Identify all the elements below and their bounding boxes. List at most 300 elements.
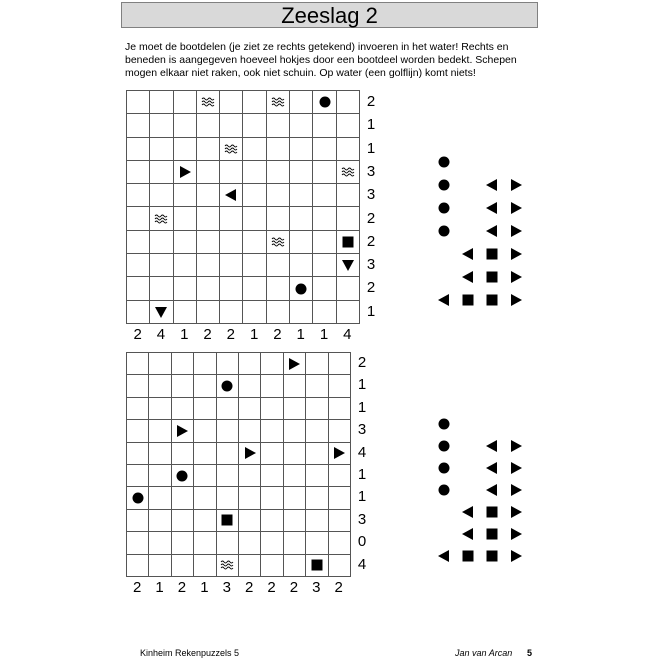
- fleet-ship-row: [432, 527, 528, 541]
- grid-cell[interactable]: [238, 375, 260, 397]
- grid-cell[interactable]: [306, 375, 328, 397]
- grid-cell[interactable]: [266, 137, 289, 160]
- grid-cell[interactable]: [220, 137, 243, 160]
- triangle-right-icon: [509, 505, 523, 519]
- triangle-right-icon: [509, 270, 523, 284]
- grid-cell[interactable]: [336, 91, 359, 114]
- column-clue: 2: [273, 326, 282, 343]
- column-clue: 1: [296, 326, 305, 343]
- grid-cell[interactable]: [173, 277, 196, 300]
- column-clue: 4: [156, 326, 166, 343]
- grid-cell[interactable]: [173, 160, 196, 183]
- triangle-right-icon: [509, 178, 523, 192]
- triangle-right-icon: [509, 461, 523, 475]
- grid-cell[interactable]: [216, 509, 238, 531]
- square-icon: [485, 527, 499, 541]
- water-wave-icon: [154, 212, 168, 226]
- grid-cell[interactable]: [243, 277, 266, 300]
- grid-cell[interactable]: [328, 375, 350, 397]
- grid-cell[interactable]: [194, 375, 216, 397]
- grid-cell[interactable]: [149, 509, 171, 531]
- grid-cell[interactable]: [216, 442, 238, 464]
- column-clue: 2: [289, 579, 299, 596]
- grid-cell[interactable]: [261, 509, 283, 531]
- triangle-right-icon: [509, 483, 523, 497]
- grid-cell[interactable]: [150, 137, 173, 160]
- grid-cell[interactable]: [194, 487, 216, 509]
- grid-cell[interactable]: [261, 554, 283, 576]
- grid-cell[interactable]: [313, 114, 336, 137]
- square-icon: [485, 270, 499, 284]
- grid-cell[interactable]: [149, 353, 171, 375]
- circle-icon: [294, 282, 308, 296]
- grid-cell[interactable]: [171, 442, 193, 464]
- grid-cell[interactable]: [336, 114, 359, 137]
- circle-icon: [131, 491, 145, 505]
- grid-cell[interactable]: [127, 91, 150, 114]
- grid-cell[interactable]: [313, 137, 336, 160]
- row-clue: 2: [366, 232, 376, 250]
- grid-cell[interactable]: [306, 353, 328, 375]
- grid-cell[interactable]: [238, 554, 260, 576]
- grid-cell[interactable]: [283, 375, 305, 397]
- fleet-ship-row: [432, 461, 528, 475]
- grid-cell[interactable]: [216, 464, 238, 486]
- circle-icon: [175, 469, 189, 483]
- grid-cell[interactable]: [328, 353, 350, 375]
- grid-cell[interactable]: [196, 184, 219, 207]
- row-clue: 3: [366, 186, 376, 204]
- column-clue: 1: [180, 326, 189, 343]
- grid-cell[interactable]: [127, 160, 150, 183]
- triangle-left-icon: [485, 483, 499, 497]
- grid-cell[interactable]: [238, 509, 260, 531]
- column-clue: 1: [200, 579, 209, 596]
- grid-cell[interactable]: [150, 254, 173, 277]
- circle-icon: [437, 417, 451, 431]
- grid-cell[interactable]: [150, 277, 173, 300]
- grid-cell[interactable]: [261, 532, 283, 554]
- triangle-right-icon: [509, 201, 523, 215]
- grid-cell[interactable]: [290, 300, 313, 323]
- grid-cell[interactable]: [283, 397, 305, 419]
- square-icon: [341, 235, 355, 249]
- grid-cell[interactable]: [306, 420, 328, 442]
- grid-cell[interactable]: [306, 554, 328, 576]
- square-icon: [461, 549, 475, 563]
- footer-left: Kinheim Rekenpuzzels 5: [140, 648, 240, 658]
- grid-cell[interactable]: [328, 420, 350, 442]
- triangle-down-icon: [154, 305, 168, 319]
- triangle-left-icon: [461, 247, 475, 261]
- triangle-right-icon: [509, 439, 523, 453]
- row-clue: 0: [357, 533, 367, 551]
- triangle-left-icon: [461, 505, 475, 519]
- water-wave-icon: [341, 165, 355, 179]
- grid-cell[interactable]: [149, 420, 171, 442]
- grid-cell[interactable]: [171, 375, 193, 397]
- fleet-ship-row: [432, 178, 528, 192]
- grid-cell[interactable]: [261, 375, 283, 397]
- water-wave-icon: [220, 558, 234, 572]
- row-clue: 4: [357, 555, 367, 573]
- battleship-grid: [126, 352, 351, 577]
- grid-cell[interactable]: [173, 114, 196, 137]
- grid-cell[interactable]: [243, 207, 266, 230]
- row-clue: 4: [357, 443, 367, 461]
- footer-page-number: 5: [527, 648, 533, 658]
- row-clue: 2: [357, 354, 367, 371]
- grid-cell[interactable]: [173, 137, 196, 160]
- square-icon: [220, 513, 234, 527]
- grid-cell[interactable]: [196, 137, 219, 160]
- grid-cell[interactable]: [196, 300, 219, 323]
- grid-cell[interactable]: [196, 254, 219, 277]
- grid-cell[interactable]: [283, 509, 305, 531]
- triangle-left-icon: [485, 178, 499, 192]
- grid-cell[interactable]: [127, 509, 149, 531]
- grid-cell[interactable]: [261, 442, 283, 464]
- grid-cell[interactable]: [261, 420, 283, 442]
- grid-cell[interactable]: [127, 554, 149, 576]
- grid-cell[interactable]: [283, 487, 305, 509]
- grid-cell[interactable]: [328, 532, 350, 554]
- grid-cell[interactable]: [266, 184, 289, 207]
- grid-cell[interactable]: [336, 160, 359, 183]
- grid-cell[interactable]: [149, 375, 171, 397]
- grid-cell[interactable]: [266, 300, 289, 323]
- column-clue: 1: [319, 326, 329, 343]
- grid-cell[interactable]: [150, 160, 173, 183]
- grid-cell[interactable]: [127, 300, 150, 323]
- grid-cell[interactable]: [196, 91, 219, 114]
- grid-cell[interactable]: [127, 375, 149, 397]
- square-icon: [485, 247, 499, 261]
- grid-cell[interactable]: [196, 230, 219, 253]
- grid-cell[interactable]: [306, 532, 328, 554]
- grid-cell[interactable]: [243, 254, 266, 277]
- grid-cell[interactable]: [313, 184, 336, 207]
- grid-cell[interactable]: [220, 277, 243, 300]
- grid-cell[interactable]: [173, 207, 196, 230]
- triangle-left-icon: [461, 527, 475, 541]
- grid-cell[interactable]: [173, 91, 196, 114]
- row-clue: 3: [357, 421, 367, 439]
- grid-cell[interactable]: [290, 277, 313, 300]
- triangle-right-icon: [509, 247, 523, 261]
- grid-cell[interactable]: [149, 442, 171, 464]
- circle-icon: [437, 439, 451, 453]
- row-clue: 3: [366, 162, 376, 180]
- triangle-right-icon: [243, 446, 257, 460]
- grid-cell[interactable]: [283, 532, 305, 554]
- column-clue: 2: [133, 579, 142, 596]
- grid-cell[interactable]: [149, 532, 171, 554]
- grid-cell[interactable]: [196, 277, 219, 300]
- grid-cell[interactable]: [171, 420, 193, 442]
- grid-cell[interactable]: [171, 487, 193, 509]
- grid-cell[interactable]: [313, 91, 336, 114]
- grid-cell[interactable]: [149, 464, 171, 486]
- grid-cell[interactable]: [306, 442, 328, 464]
- grid-cell[interactable]: [238, 464, 260, 486]
- fleet-ship-row: [432, 293, 528, 307]
- grid-cell[interactable]: [290, 207, 313, 230]
- circle-icon: [437, 201, 451, 215]
- row-clue: 3: [366, 256, 376, 274]
- row-clue: 2: [366, 279, 376, 297]
- grid-cell[interactable]: [194, 442, 216, 464]
- grid-cell[interactable]: [336, 137, 359, 160]
- circle-icon: [437, 483, 451, 497]
- grid-cell[interactable]: [290, 230, 313, 253]
- grid-cell[interactable]: [328, 509, 350, 531]
- grid-cell[interactable]: [220, 160, 243, 183]
- grid-cell[interactable]: [171, 532, 193, 554]
- grid-cell[interactable]: [194, 420, 216, 442]
- grid-cell[interactable]: [171, 464, 193, 486]
- column-clue: 2: [177, 579, 187, 596]
- grid-cell[interactable]: [283, 442, 305, 464]
- grid-cell[interactable]: [127, 230, 150, 253]
- triangle-right-icon: [509, 527, 523, 541]
- column-clue: 1: [249, 326, 259, 343]
- grid-cell[interactable]: [194, 532, 216, 554]
- grid-cell[interactable]: [328, 487, 350, 509]
- triangle-right-icon: [509, 224, 523, 238]
- grid-cell[interactable]: [194, 509, 216, 531]
- triangle-left-icon: [437, 293, 451, 307]
- square-icon: [485, 293, 499, 307]
- grid-cell[interactable]: [127, 420, 149, 442]
- grid-cell[interactable]: [266, 114, 289, 137]
- column-clue: 2: [267, 579, 276, 596]
- grid-cell[interactable]: [150, 300, 173, 323]
- grid-cell[interactable]: [243, 91, 266, 114]
- grid-cell[interactable]: [261, 487, 283, 509]
- column-clue: 1: [155, 579, 164, 596]
- fleet-ship-row: [432, 201, 528, 215]
- grid-cell[interactable]: [238, 420, 260, 442]
- grid-cell[interactable]: [220, 230, 243, 253]
- water-wave-icon: [271, 95, 285, 109]
- grid-cell[interactable]: [306, 487, 328, 509]
- grid-cell[interactable]: [127, 277, 150, 300]
- column-clues: [126, 579, 350, 596]
- grid-cell[interactable]: [173, 300, 196, 323]
- row-clue: 1: [366, 116, 376, 134]
- grid-cell[interactable]: [220, 91, 243, 114]
- water-wave-icon: [201, 95, 215, 109]
- grid-cell[interactable]: [336, 184, 359, 207]
- column-clue: 2: [203, 326, 212, 343]
- circle-icon: [318, 95, 332, 109]
- grid-cell[interactable]: [313, 160, 336, 183]
- grid-cell[interactable]: [283, 464, 305, 486]
- grid-cell[interactable]: [243, 230, 266, 253]
- grid-cell[interactable]: [220, 207, 243, 230]
- grid-cell[interactable]: [173, 230, 196, 253]
- grid-cell[interactable]: [328, 397, 350, 419]
- grid-cell[interactable]: [216, 420, 238, 442]
- triangle-right-icon: [287, 357, 301, 371]
- triangle-left-icon: [437, 549, 451, 563]
- grid-cell[interactable]: [127, 532, 149, 554]
- grid-cell[interactable]: [336, 277, 359, 300]
- grid-cell[interactable]: [283, 554, 305, 576]
- grid-cell[interactable]: [150, 91, 173, 114]
- grid-cell[interactable]: [220, 114, 243, 137]
- grid-cell[interactable]: [194, 464, 216, 486]
- grid-cell[interactable]: [313, 230, 336, 253]
- grid-cell[interactable]: [127, 397, 149, 419]
- grid-cell[interactable]: [150, 114, 173, 137]
- fleet-ship-row: [432, 439, 528, 453]
- fleet-ship-row: [432, 417, 456, 431]
- fleet-ship-row: [432, 247, 528, 261]
- column-clue: 2: [244, 579, 254, 596]
- triangle-left-icon: [485, 201, 499, 215]
- grid-cell[interactable]: [266, 254, 289, 277]
- grid-cell[interactable]: [306, 397, 328, 419]
- grid-cell[interactable]: [238, 532, 260, 554]
- grid-cell[interactable]: [127, 137, 150, 160]
- triangle-down-icon: [341, 258, 355, 272]
- grid-cell[interactable]: [336, 254, 359, 277]
- instructions-text: Je moet de bootdelen (je ziet ze rechts getekend) invoeren in het water! Rechts en beneden is aangegeven hoeveel hokjes door een bootdeel worden bedekt. Schepen mogen elkaar niet raken, ook niet schuin. Op water (een golflijn) komt niets!: [125, 41, 517, 80]
- grid-cell[interactable]: [220, 300, 243, 323]
- grid-cell[interactable]: [266, 277, 289, 300]
- grid-cell[interactable]: [220, 254, 243, 277]
- battleship-grid: [126, 90, 360, 324]
- grid-cell[interactable]: [328, 554, 350, 576]
- triangle-left-icon: [485, 439, 499, 453]
- grid-cell[interactable]: [194, 353, 216, 375]
- triangle-right-icon: [175, 424, 189, 438]
- grid-cell[interactable]: [243, 114, 266, 137]
- grid-cell[interactable]: [290, 137, 313, 160]
- grid-cell[interactable]: [171, 554, 193, 576]
- column-clue: 4: [343, 326, 352, 343]
- grid-cell[interactable]: [150, 184, 173, 207]
- fleet-ship-row: [432, 549, 528, 563]
- grid-cell[interactable]: [261, 397, 283, 419]
- grid-cell[interactable]: [216, 353, 238, 375]
- grid-cell[interactable]: [328, 464, 350, 486]
- grid-cell[interactable]: [127, 184, 150, 207]
- fleet-ship-row: [432, 155, 456, 169]
- grid-cell[interactable]: [149, 554, 171, 576]
- grid-cell[interactable]: [283, 353, 305, 375]
- grid-cell[interactable]: [238, 487, 260, 509]
- grid-cell[interactable]: [243, 160, 266, 183]
- grid-cell[interactable]: [127, 207, 150, 230]
- grid-cell[interactable]: [127, 353, 149, 375]
- grid-cell[interactable]: [238, 442, 260, 464]
- grid-cell[interactable]: [243, 137, 266, 160]
- grid-cell[interactable]: [290, 254, 313, 277]
- grid-cell[interactable]: [127, 487, 149, 509]
- grid-cell[interactable]: [336, 230, 359, 253]
- grid-cell[interactable]: [290, 91, 313, 114]
- grid-cell[interactable]: [127, 442, 149, 464]
- grid-cell[interactable]: [238, 397, 260, 419]
- grid-cell[interactable]: [173, 254, 196, 277]
- triangle-left-icon: [224, 188, 238, 202]
- grid-cell[interactable]: [171, 397, 193, 419]
- grid-cell[interactable]: [313, 254, 336, 277]
- grid-cell[interactable]: [266, 207, 289, 230]
- grid-cell[interactable]: [171, 353, 193, 375]
- column-clues: [126, 326, 359, 343]
- circle-icon: [437, 178, 451, 192]
- grid-cell[interactable]: [127, 254, 150, 277]
- square-icon: [485, 549, 499, 563]
- grid-cell[interactable]: [149, 397, 171, 419]
- grid-cell[interactable]: [149, 487, 171, 509]
- grid-cell[interactable]: [238, 353, 260, 375]
- circle-icon: [437, 224, 451, 238]
- grid-cell[interactable]: [196, 207, 219, 230]
- grid-cell[interactable]: [306, 509, 328, 531]
- grid-cell[interactable]: [243, 184, 266, 207]
- grid-cell[interactable]: [220, 184, 243, 207]
- grid-cell[interactable]: [283, 420, 305, 442]
- grid-cell[interactable]: [196, 114, 219, 137]
- grid-cell[interactable]: [150, 230, 173, 253]
- grid-cell[interactable]: [216, 532, 238, 554]
- grid-cell[interactable]: [243, 300, 266, 323]
- grid-cell[interactable]: [150, 207, 173, 230]
- grid-cell[interactable]: [216, 397, 238, 419]
- grid-cell[interactable]: [194, 397, 216, 419]
- grid-cell[interactable]: [196, 160, 219, 183]
- grid-cell[interactable]: [173, 184, 196, 207]
- triangle-right-icon: [332, 446, 346, 460]
- grid-cell[interactable]: [261, 464, 283, 486]
- grid-cell[interactable]: [290, 184, 313, 207]
- grid-cell[interactable]: [194, 554, 216, 576]
- grid-cell[interactable]: [127, 114, 150, 137]
- grid-cell[interactable]: [216, 375, 238, 397]
- grid-cell[interactable]: [313, 207, 336, 230]
- grid-cell[interactable]: [328, 442, 350, 464]
- grid-cell[interactable]: [313, 300, 336, 323]
- grid-cell[interactable]: [290, 114, 313, 137]
- grid-cell[interactable]: [290, 160, 313, 183]
- grid-cell[interactable]: [266, 91, 289, 114]
- circle-icon: [437, 461, 451, 475]
- grid-cell[interactable]: [336, 207, 359, 230]
- grid-cell[interactable]: [266, 160, 289, 183]
- grid-cell[interactable]: [266, 230, 289, 253]
- grid-cell[interactable]: [313, 277, 336, 300]
- grid-cell[interactable]: [306, 464, 328, 486]
- triangle-right-icon: [509, 549, 523, 563]
- circle-icon: [437, 155, 451, 169]
- column-clue: 2: [133, 326, 142, 343]
- column-clue: 3: [222, 579, 231, 596]
- grid-cell[interactable]: [171, 509, 193, 531]
- row-clue: 1: [357, 376, 367, 394]
- grid-cell[interactable]: [336, 300, 359, 323]
- grid-cell[interactable]: [261, 353, 283, 375]
- row-clue: 1: [366, 302, 376, 320]
- grid-cell[interactable]: [216, 554, 238, 576]
- grid-cell[interactable]: [216, 487, 238, 509]
- grid-cell[interactable]: [127, 464, 149, 486]
- row-clue: 2: [366, 209, 376, 227]
